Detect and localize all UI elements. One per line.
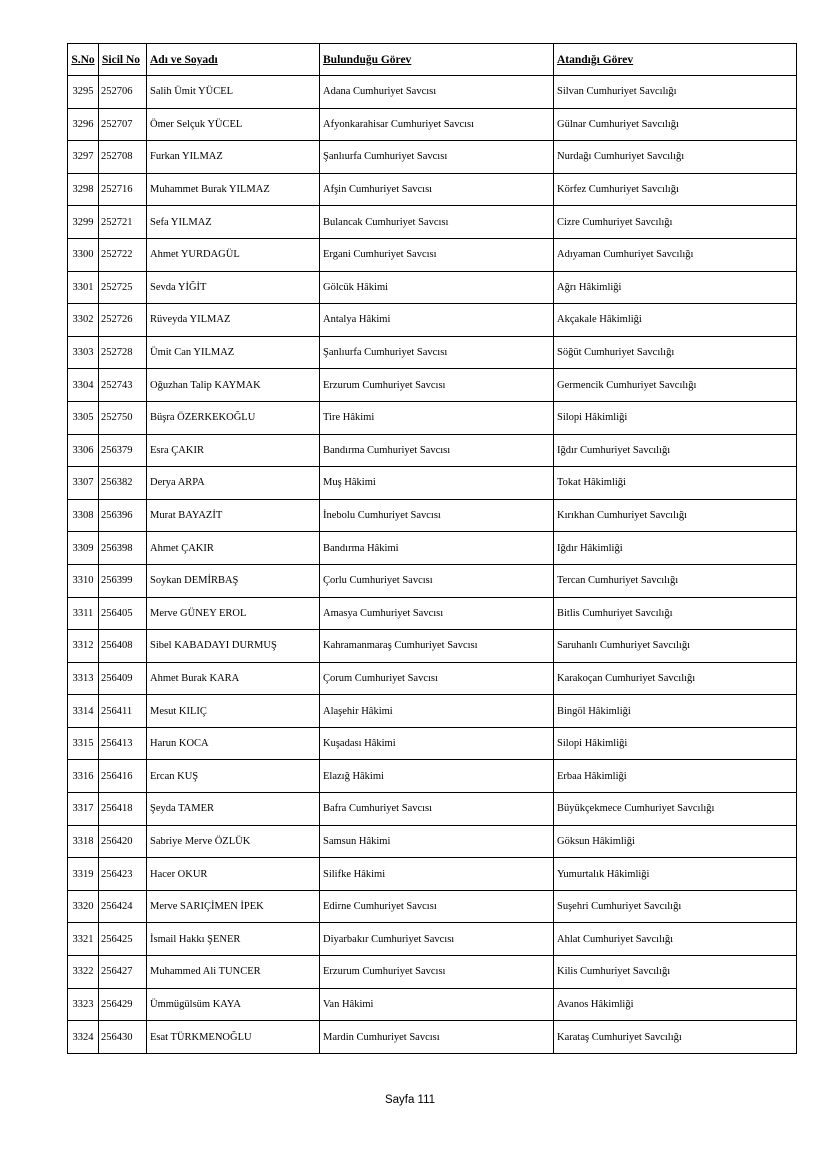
table-row (68, 825, 797, 858)
table-row (68, 369, 797, 402)
table-row (68, 401, 797, 434)
cell-name: Muhammet Burak YILMAZ (147, 173, 320, 206)
cell-assigned-post: Akçakale Hâkimliği (554, 304, 797, 337)
cell-sno: 3310 (68, 564, 99, 597)
cell-sno: 3300 (68, 238, 99, 271)
cell-sicil-no: 256409 (99, 662, 147, 695)
cell-assigned-post: Erbaa Hâkimliği (554, 760, 797, 793)
cell-current-post: Kuşadası Hâkimi (320, 727, 554, 760)
cell-name: Sevda YİĞİT (147, 271, 320, 304)
cell-name: Rüveyda YILMAZ (147, 304, 320, 337)
cell-name: İsmail Hakkı ŞENER (147, 923, 320, 956)
table-row (68, 988, 797, 1021)
cell-sicil-no: 252708 (99, 141, 147, 174)
cell-current-post: Edirne Cumhuriyet Savcısı (320, 890, 554, 923)
cell-sicil-no: 256411 (99, 695, 147, 728)
cell-current-post: Muş Hâkimi (320, 467, 554, 500)
cell-assigned-post: Saruhanlı Cumhuriyet Savcılığı (554, 630, 797, 663)
table-header-row (68, 44, 797, 76)
table-row (68, 793, 797, 826)
table-row (68, 564, 797, 597)
cell-sicil-no: 252722 (99, 238, 147, 271)
cell-assigned-post: Iğdır Cumhuriyet Savcılığı (554, 434, 797, 467)
cell-sicil-no: 252725 (99, 271, 147, 304)
cell-current-post: Amasya Cumhuriyet Savcısı (320, 597, 554, 630)
cell-assigned-post: Tokat Hâkimliği (554, 467, 797, 500)
cell-assigned-post: Körfez Cumhuriyet Savcılığı (554, 173, 797, 206)
cell-current-post: Afşin Cumhuriyet Savcısı (320, 173, 554, 206)
cell-current-post: Alaşehir Hâkimi (320, 695, 554, 728)
cell-sno: 3320 (68, 890, 99, 923)
cell-name: Furkan YILMAZ (147, 141, 320, 174)
table-row (68, 434, 797, 467)
cell-sno: 3307 (68, 467, 99, 500)
cell-assigned-post: Bingöl Hâkimliği (554, 695, 797, 728)
cell-sicil-no: 256430 (99, 1021, 147, 1054)
cell-sno: 3314 (68, 695, 99, 728)
cell-sno: 3316 (68, 760, 99, 793)
cell-name: Esra ÇAKIR (147, 434, 320, 467)
cell-assigned-post: Cizre Cumhuriyet Savcılığı (554, 206, 797, 239)
table-row (68, 467, 797, 500)
cell-current-post: Bandırma Hâkimi (320, 532, 554, 565)
table-row (68, 76, 797, 109)
cell-sno: 3302 (68, 304, 99, 337)
table-row (68, 336, 797, 369)
table-row (68, 271, 797, 304)
cell-sno: 3295 (68, 76, 99, 109)
cell-current-post: Erzurum Cumhuriyet Savcısı (320, 956, 554, 989)
cell-sno: 3322 (68, 956, 99, 989)
table-row (68, 173, 797, 206)
cell-sno: 3318 (68, 825, 99, 858)
cell-current-post: Silifke Hâkimi (320, 858, 554, 891)
cell-assigned-post: Ahlat Cumhuriyet Savcılığı (554, 923, 797, 956)
cell-name: Merve GÜNEY EROL (147, 597, 320, 630)
cell-current-post: Antalya Hâkimi (320, 304, 554, 337)
table-row (68, 923, 797, 956)
cell-name: Şeyda TAMER (147, 793, 320, 826)
cell-current-post: Bandırma Cumhuriyet Savcısı (320, 434, 554, 467)
cell-assigned-post: Kırıkhan Cumhuriyet Savcılığı (554, 499, 797, 532)
cell-current-post: Çorlu Cumhuriyet Savcısı (320, 564, 554, 597)
cell-sicil-no: 256420 (99, 825, 147, 858)
cell-sno: 3306 (68, 434, 99, 467)
cell-sicil-no: 252726 (99, 304, 147, 337)
table-row (68, 956, 797, 989)
cell-sicil-no: 252707 (99, 108, 147, 141)
cell-name: Derya ARPA (147, 467, 320, 500)
cell-sicil-no: 256405 (99, 597, 147, 630)
cell-sno: 3299 (68, 206, 99, 239)
table-row (68, 695, 797, 728)
cell-assigned-post: Silopi Hâkimliği (554, 727, 797, 760)
cell-sicil-no: 252721 (99, 206, 147, 239)
cell-name: Salih Ümit YÜCEL (147, 76, 320, 109)
cell-assigned-post: Iğdır Hâkimliği (554, 532, 797, 565)
cell-sicil-no: 256429 (99, 988, 147, 1021)
cell-name: Büşra ÖZERKEKOĞLU (147, 401, 320, 434)
assignment-table (67, 43, 797, 1054)
cell-sno: 3297 (68, 141, 99, 174)
cell-name: Merve SARIÇİMEN İPEK (147, 890, 320, 923)
cell-current-post: Van Hâkimi (320, 988, 554, 1021)
cell-assigned-post: Ağrı Hâkimliği (554, 271, 797, 304)
cell-sicil-no: 256408 (99, 630, 147, 663)
header-assigned-post: Atandığı Görev (554, 44, 797, 76)
cell-sno: 3323 (68, 988, 99, 1021)
cell-current-post: Afyonkarahisar Cumhuriyet Savcısı (320, 108, 554, 141)
cell-assigned-post: Gülnar Cumhuriyet Savcılığı (554, 108, 797, 141)
header-current-post: Bulunduğu Görev (320, 44, 554, 76)
cell-assigned-post: Yumurtalık Hâkimliği (554, 858, 797, 891)
cell-current-post: Çorum Cumhuriyet Savcısı (320, 662, 554, 695)
cell-sicil-no: 256413 (99, 727, 147, 760)
cell-assigned-post: Adıyaman Cumhuriyet Savcılığı (554, 238, 797, 271)
page-number: Sayfa 111 (384, 1094, 436, 1106)
cell-sno: 3324 (68, 1021, 99, 1054)
cell-current-post: Kahramanmaraş Cumhuriyet Savcısı (320, 630, 554, 663)
cell-name: Hacer OKUR (147, 858, 320, 891)
cell-assigned-post: Bitlis Cumhuriyet Savcılığı (554, 597, 797, 630)
cell-sno: 3321 (68, 923, 99, 956)
cell-sno: 3301 (68, 271, 99, 304)
cell-sicil-no: 256424 (99, 890, 147, 923)
cell-name: Esat TÜRKMENOĞLU (147, 1021, 320, 1054)
cell-name: Ümmügülsüm KAYA (147, 988, 320, 1021)
cell-name: Ahmet Burak KARA (147, 662, 320, 695)
table-row (68, 238, 797, 271)
cell-name: Sabriye Merve ÖZLÜK (147, 825, 320, 858)
cell-current-post: Mardin Cumhuriyet Savcısı (320, 1021, 554, 1054)
cell-sno: 3296 (68, 108, 99, 141)
cell-sicil-no: 256399 (99, 564, 147, 597)
cell-current-post: İnebolu Cumhuriyet Savcısı (320, 499, 554, 532)
cell-assigned-post: Silvan Cumhuriyet Savcılığı (554, 76, 797, 109)
table-row (68, 108, 797, 141)
cell-assigned-post: Silopi Hâkimliği (554, 401, 797, 434)
cell-sno: 3305 (68, 401, 99, 434)
cell-name: Oğuzhan Talip KAYMAK (147, 369, 320, 402)
table-row (68, 858, 797, 891)
table-row (68, 499, 797, 532)
cell-sicil-no: 256425 (99, 923, 147, 956)
cell-sicil-no: 252706 (99, 76, 147, 109)
cell-sno: 3313 (68, 662, 99, 695)
cell-name: Murat BAYAZİT (147, 499, 320, 532)
table-body (68, 76, 797, 1054)
cell-sicil-no: 256398 (99, 532, 147, 565)
header-sicil-no: Sicil No (99, 44, 147, 76)
cell-assigned-post: Nurdağı Cumhuriyet Savcılığı (554, 141, 797, 174)
cell-current-post: Elazığ Hâkimi (320, 760, 554, 793)
cell-current-post: Şanlıurfa Cumhuriyet Savcısı (320, 336, 554, 369)
cell-sicil-no: 256418 (99, 793, 147, 826)
cell-sicil-no: 256423 (99, 858, 147, 891)
cell-sno: 3298 (68, 173, 99, 206)
table-row (68, 630, 797, 663)
cell-sicil-no: 256396 (99, 499, 147, 532)
table-row (68, 760, 797, 793)
cell-name: Ümit Can YILMAZ (147, 336, 320, 369)
cell-assigned-post: Avanos Hâkimliği (554, 988, 797, 1021)
cell-sicil-no: 256382 (99, 467, 147, 500)
cell-assigned-post: Tercan Cumhuriyet Savcılığı (554, 564, 797, 597)
header-sno: S.No (68, 44, 99, 76)
cell-sno: 3312 (68, 630, 99, 663)
cell-name: Muhammed Ali TUNCER (147, 956, 320, 989)
cell-sno: 3315 (68, 727, 99, 760)
cell-sicil-no: 256416 (99, 760, 147, 793)
table-row (68, 206, 797, 239)
cell-assigned-post: Karakoçan Cumhuriyet Savcılığı (554, 662, 797, 695)
cell-sicil-no: 252750 (99, 401, 147, 434)
cell-sicil-no: 256379 (99, 434, 147, 467)
cell-sicil-no: 252743 (99, 369, 147, 402)
cell-current-post: Şanlıurfa Cumhuriyet Savcısı (320, 141, 554, 174)
cell-current-post: Gölcük Hâkimi (320, 271, 554, 304)
cell-sno: 3308 (68, 499, 99, 532)
cell-name: Mesut KILIÇ (147, 695, 320, 728)
cell-sno: 3319 (68, 858, 99, 891)
cell-current-post: Diyarbakır Cumhuriyet Savcısı (320, 923, 554, 956)
cell-sicil-no: 252728 (99, 336, 147, 369)
cell-assigned-post: Suşehri Cumhuriyet Savcılığı (554, 890, 797, 923)
cell-assigned-post: Büyükçekmece Cumhuriyet Savcılığı (554, 793, 797, 826)
cell-current-post: Ergani Cumhuriyet Savcısı (320, 238, 554, 271)
cell-name: Harun KOCA (147, 727, 320, 760)
table-row (68, 304, 797, 337)
cell-sno: 3309 (68, 532, 99, 565)
cell-sno: 3317 (68, 793, 99, 826)
cell-current-post: Bafra Cumhuriyet Savcısı (320, 793, 554, 826)
cell-name: Ömer Selçuk YÜCEL (147, 108, 320, 141)
cell-name: Sefa YILMAZ (147, 206, 320, 239)
cell-assigned-post: Germencik Cumhuriyet Savcılığı (554, 369, 797, 402)
cell-sicil-no: 252716 (99, 173, 147, 206)
table-row (68, 532, 797, 565)
cell-current-post: Bulancak Cumhuriyet Savcısı (320, 206, 554, 239)
header-name: Adı ve Soyadı (147, 44, 320, 76)
cell-name: Ahmet YURDAGÜL (147, 238, 320, 271)
cell-sicil-no: 256427 (99, 956, 147, 989)
cell-sno: 3311 (68, 597, 99, 630)
cell-sno: 3304 (68, 369, 99, 402)
cell-assigned-post: Karataş Cumhuriyet Savcılığı (554, 1021, 797, 1054)
table-row (68, 890, 797, 923)
cell-assigned-post: Göksun Hâkimliği (554, 825, 797, 858)
cell-assigned-post: Söğüt Cumhuriyet Savcılığı (554, 336, 797, 369)
cell-sno: 3303 (68, 336, 99, 369)
table-row (68, 597, 797, 630)
cell-name: Ahmet ÇAKIR (147, 532, 320, 565)
cell-name: Sibel KABADAYI DURMUŞ (147, 630, 320, 663)
cell-name: Ercan KUŞ (147, 760, 320, 793)
cell-assigned-post: Kilis Cumhuriyet Savcılığı (554, 956, 797, 989)
cell-current-post: Samsun Hâkimi (320, 825, 554, 858)
cell-current-post: Adana Cumhuriyet Savcısı (320, 76, 554, 109)
table-row (68, 727, 797, 760)
cell-current-post: Tire Hâkimi (320, 401, 554, 434)
cell-name: Soykan DEMİRBAŞ (147, 564, 320, 597)
table-row (68, 1021, 797, 1054)
cell-current-post: Erzurum Cumhuriyet Savcısı (320, 369, 554, 402)
table-row (68, 141, 797, 174)
table-row (68, 662, 797, 695)
